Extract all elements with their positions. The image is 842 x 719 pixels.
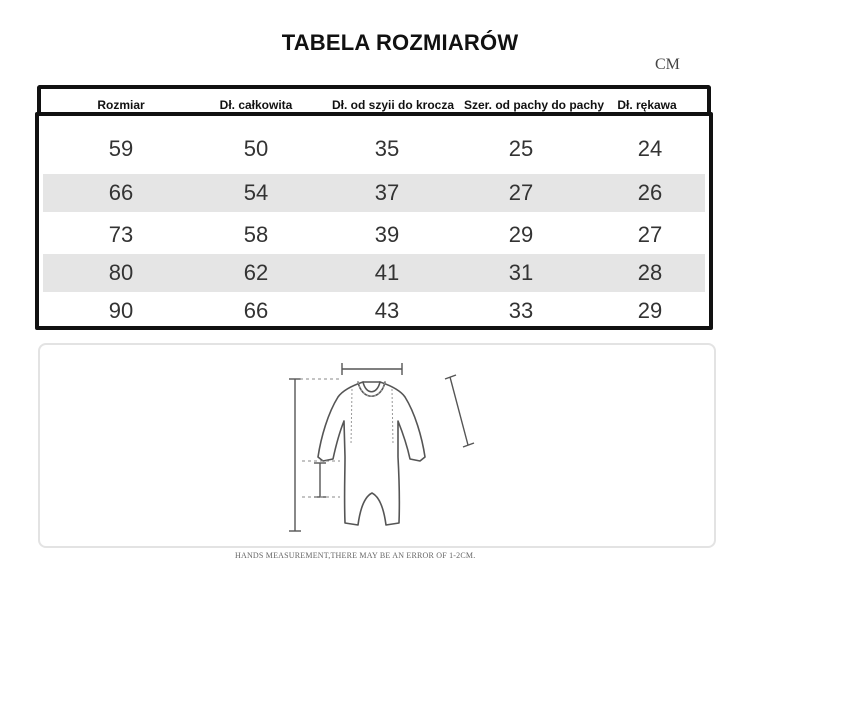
table-row [43, 216, 705, 254]
table-row [43, 130, 705, 168]
cell-total-length: 62 [243, 260, 269, 285]
cell-chest-width: 29 [508, 222, 534, 247]
table-row [43, 174, 705, 212]
unit-label: CM [655, 56, 680, 73]
cell-neck-to-crotch: 39 [374, 222, 400, 247]
measurement-diagram [38, 343, 716, 548]
header-size: Rozmiar [97, 98, 145, 112]
cell-sleeve-length: 28 [637, 260, 663, 285]
header-chest-width: Szer. od pachy do pachy [463, 98, 605, 112]
cell-neck-to-crotch: 43 [374, 298, 400, 323]
cell-chest-width: 31 [508, 260, 534, 285]
page-title: TABELA ROZMIARÓW [281, 30, 519, 55]
cell-neck-to-crotch: 35 [374, 136, 400, 161]
header-total-length: Dł. całkowita [219, 98, 293, 112]
table-row [43, 292, 705, 330]
cell-total-length: 66 [243, 298, 269, 323]
cell-neck-to-crotch: 37 [374, 180, 400, 205]
header-sleeve-length: Dł. rękawa [617, 98, 677, 112]
cell-total-length: 50 [243, 136, 269, 161]
cell-chest-width: 25 [508, 136, 534, 161]
cell-sleeve-length: 26 [637, 180, 663, 205]
cell-chest-width: 27 [508, 180, 534, 205]
cell-size: 90 [108, 298, 134, 323]
cell-total-length: 58 [243, 222, 269, 247]
measurement-note: HANDS MEASUREMENT,THERE MAY BE AN ERROR OF 1-2CM. [235, 551, 476, 560]
table-row [43, 254, 705, 292]
cell-sleeve-length: 27 [637, 222, 663, 247]
romper-illustration [40, 345, 714, 546]
cell-chest-width: 33 [508, 298, 534, 323]
cell-total-length: 54 [243, 180, 269, 205]
size-table [35, 112, 713, 330]
cell-size: 59 [108, 136, 134, 161]
cell-sleeve-length: 29 [637, 298, 663, 323]
cell-neck-to-crotch: 41 [374, 260, 400, 285]
cell-size: 66 [108, 180, 134, 205]
cell-sleeve-length: 24 [637, 136, 663, 161]
cell-size: 80 [108, 260, 134, 285]
table-header [37, 85, 711, 115]
header-neck-to-crotch: Dł. od szyii do krocza [331, 98, 455, 112]
cell-size: 73 [108, 222, 134, 247]
